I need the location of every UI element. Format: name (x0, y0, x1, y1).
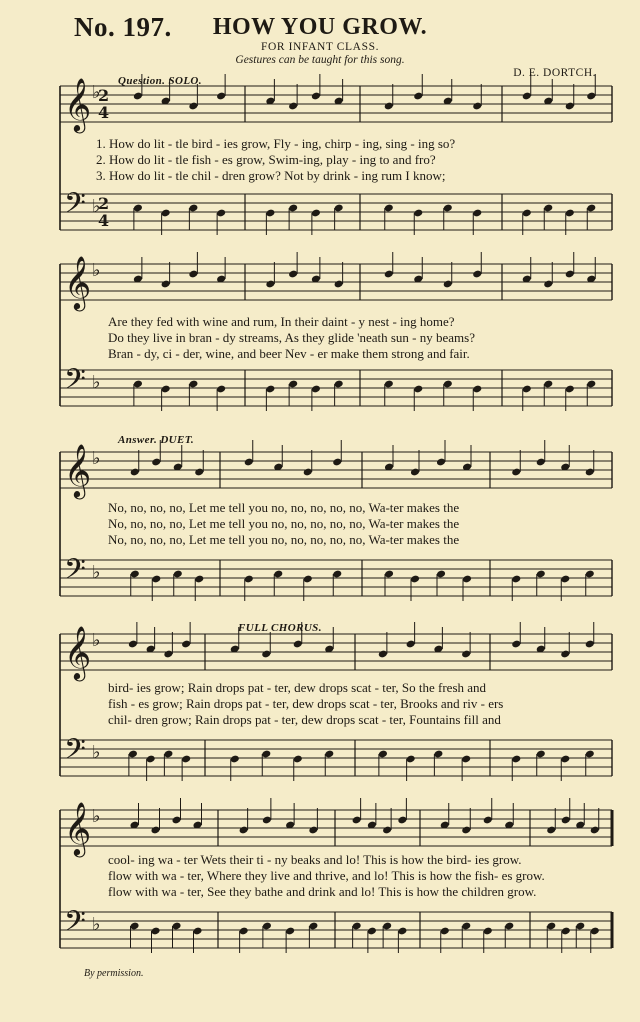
flat-icon: ♭ (92, 448, 101, 469)
treble-clef-icon: 𝄞 (64, 625, 92, 679)
time-signature: 2 (98, 86, 110, 105)
flat-icon: ♭ (92, 914, 101, 935)
bass-clef-icon: 𝄢 (64, 553, 86, 593)
flat-icon: ♭ (92, 82, 101, 103)
treble-clef-icon: 𝄞 (64, 255, 92, 309)
permission-note: By permission. (84, 968, 144, 979)
flat-icon: ♭ (92, 260, 101, 281)
time-signature: 2 (98, 194, 110, 213)
flat-icon: ♭ (92, 372, 101, 393)
marking-question: Question. SOLO. (118, 75, 202, 87)
time-signature: 4 (98, 211, 110, 230)
hymn-note: Gestures can be taught for this song. (235, 54, 405, 66)
composer-credit: D. E. DORTCH. (513, 67, 596, 79)
flat-icon: ♭ (92, 742, 101, 763)
hymn-subtitle: FOR INFANT CLASS. (260, 41, 380, 53)
hymn-page: 𝄞 ♭ 𝄢 ♭ 𝄞 ♭ 𝄢 ♭ 𝄞 ♭ 𝄢 ♭ 𝄞 ♭ 𝄢 ♭ 𝄞 ♭ 𝄢 ♭ 2 4 2 4 No. 197. HOW YOU GROW. FOR INFANT CLASS. Gestures can be taught for this song. D. E. DORTCH. Question. SOLO. Answer. DUET. FULL CHORUS. 1. How do lit - tle bird - ies grow, Fly - ing, chirp - ing, sing - ing so? 2. How do lit - tle fish - es grow, Swim-ing, play - ing to and fro? 3. How do lit - tle chil - dren grow? Not by drink - ing rum I know; Are they fed with wine and rum, In their daint - y nest - ing home? Do they live in bran - dy streams, As they glide 'neath sun - ny beams? Bran - dy, ci - der, wine, and beer Nev - er make them strong and fair. No, no, no, no, Let me tell you no, no, no, no, no, Wa-ter makes the No, no, no, no, Let me tell you no, no, no, no, no, Wa-ter makes the No, no, no, no, Let me tell you no, no, no, no, no, Wa-ter makes the bird- ies grow; Rain drops pat - ter, dew drops scat - ter, So the fresh and fish - es grow; Rain drops pat - ter, dew drops scat - ter, Brooks and riv - ers chil- dren grow; Rain drops pat - ter, dew drops scat - ter, Fountains fill and cool- ing wa - ter Wets their ti - ny beaks and lo! This is how the bird- ies grow. flow with wa - ter, Where they live and thrive, and lo! This is how the fish- es grow. flow with wa - ter, See they bathe and drink and lo! This is how the children grow. By permission. (0, 0, 640, 1022)
flat-icon: ♭ (92, 196, 101, 217)
bass-clef-icon: 𝄢 (64, 363, 86, 403)
hymn-title: HOW YOU GROW. (212, 14, 428, 40)
bass-clef-icon: 𝄢 (64, 905, 86, 945)
bass-clef-icon: 𝄢 (64, 187, 86, 227)
flat-icon: ♭ (92, 630, 101, 651)
bass-clef-icon: 𝄢 (64, 733, 86, 773)
flat-icon: ♭ (92, 806, 101, 827)
marking-chorus: FULL CHORUS. (238, 622, 322, 634)
flat-icon: ♭ (92, 562, 101, 583)
marking-answer: Answer. DUET. (118, 434, 195, 446)
treble-clef-icon: 𝄞 (64, 443, 92, 497)
treble-clef-icon: 𝄞 (64, 77, 92, 131)
treble-clef-icon: 𝄞 (64, 801, 92, 855)
time-signature: 4 (98, 103, 110, 122)
hymn-number: No. 197. (74, 12, 172, 42)
